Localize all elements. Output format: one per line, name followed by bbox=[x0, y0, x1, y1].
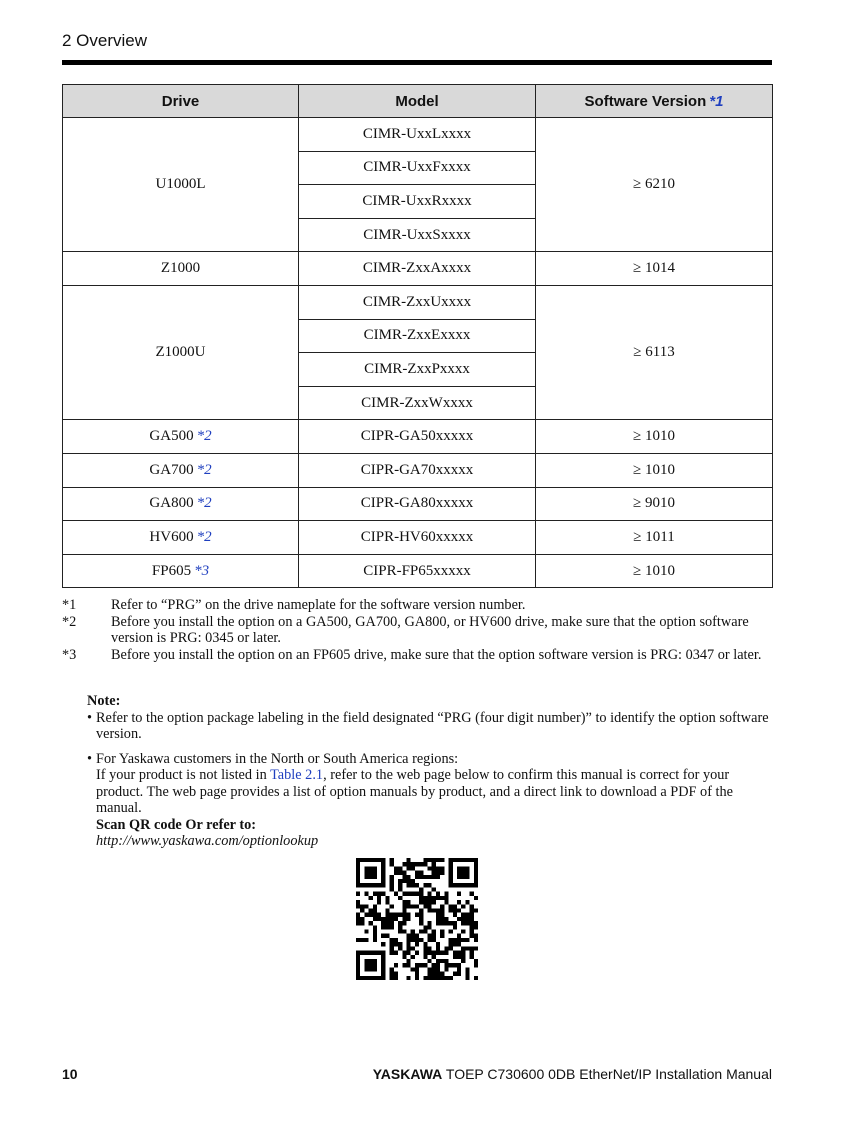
software-version-cell: ≥ 1010 bbox=[536, 420, 773, 454]
drive-name: HV600 bbox=[149, 528, 194, 545]
software-version-cell: ≥ 1010 bbox=[536, 453, 773, 487]
footnote-mark: *3 bbox=[62, 646, 77, 663]
qr-modules bbox=[356, 858, 478, 980]
table-row bbox=[63, 420, 773, 454]
footnote-text: Before you install the option on a GA500, GA700, GA800, or HV600 drive, make sure that the option software version is PRG: 0345 or later. bbox=[111, 613, 749, 646]
header-software-label: Software Version bbox=[584, 92, 707, 110]
page-number: 10 bbox=[62, 1066, 78, 1082]
note-body-pre: If your product is not listed in bbox=[96, 767, 271, 783]
table-row bbox=[63, 554, 773, 588]
manual-title: TOEP C730600 0DB EtherNet/IP Installation Manual bbox=[445, 1066, 772, 1082]
footnote-ref[interactable]: *2 bbox=[196, 528, 212, 545]
drive-name: Z1000U bbox=[155, 344, 206, 361]
footnote-ref[interactable]: *2 bbox=[196, 428, 212, 445]
model-cell: CIPR-FP65xxxxx bbox=[299, 554, 536, 588]
software-version-cell: ≥ 6210 bbox=[536, 118, 773, 252]
drive-cell bbox=[63, 285, 299, 419]
footnote-ref[interactable]: *2 bbox=[196, 461, 212, 478]
drive-cell bbox=[63, 252, 299, 286]
model-cell: CIMR-ZxxWxxxx bbox=[299, 386, 536, 420]
drive-cell bbox=[63, 453, 299, 487]
model-cell: CIMR-UxxLxxxx bbox=[299, 118, 536, 152]
footnote-2 bbox=[62, 614, 774, 647]
drive-cell bbox=[63, 118, 299, 252]
model-cell: CIMR-UxxFxxxx bbox=[299, 151, 536, 185]
note-bullet-2-body bbox=[96, 767, 775, 817]
model-cell: CIPR-GA80xxxxx bbox=[299, 487, 536, 521]
model-cell: CIMR-UxxRxxxx bbox=[299, 185, 536, 219]
software-version-cell: ≥ 1014 bbox=[536, 252, 773, 286]
footnote-mark: *1 bbox=[62, 597, 77, 613]
note-block bbox=[87, 693, 775, 850]
footnote-text: Refer to “PRG” on the drive nameplate for the software version number. bbox=[111, 597, 526, 613]
footnote-text: Before you install the option on an FP605 drive, make sure that the option software version is PRG: 0347 or later. bbox=[111, 646, 762, 663]
note-bullet-2-line1: For Yaskawa customers in the North or South America regions: bbox=[96, 750, 459, 767]
footnote-mark: *2 bbox=[62, 613, 77, 630]
note-bullet-2 bbox=[87, 751, 775, 850]
drive-cell bbox=[63, 487, 299, 521]
note-title: Note: bbox=[87, 693, 121, 709]
software-version-cell: ≥ 6113 bbox=[536, 285, 773, 419]
model-cell: CIPR-GA70xxxxx bbox=[299, 453, 536, 487]
compatibility-table bbox=[62, 84, 773, 588]
bullet-icon: • bbox=[87, 709, 93, 726]
header-rule bbox=[62, 60, 772, 65]
model-cell: CIMR-UxxSxxxx bbox=[299, 218, 536, 252]
note-bullet-text: Refer to the option package labeling in the field designated “PRG (four digit number)” to identify the option software version. bbox=[96, 709, 769, 742]
note-bullet-1 bbox=[87, 710, 775, 743]
header-model: Model bbox=[299, 85, 536, 118]
drive-name: Z1000 bbox=[160, 260, 201, 277]
table-row bbox=[63, 285, 773, 319]
drive-name: GA700 bbox=[149, 461, 194, 478]
section-title: 2 Overview bbox=[62, 31, 148, 50]
table-body bbox=[63, 118, 773, 588]
header-software-version bbox=[536, 85, 773, 118]
model-cell: CIPR-HV60xxxxx bbox=[299, 521, 536, 555]
table-row bbox=[63, 453, 773, 487]
footnote-ref-1[interactable]: *1 bbox=[709, 92, 724, 110]
table-row bbox=[63, 118, 773, 152]
table-2-1-link[interactable]: Table 2.1 bbox=[270, 767, 324, 783]
footnote-1 bbox=[62, 597, 774, 614]
drive-name: GA800 bbox=[149, 495, 194, 512]
table-row bbox=[63, 487, 773, 521]
footnote-3 bbox=[62, 647, 774, 664]
footnotes bbox=[62, 597, 774, 663]
option-lookup-url[interactable]: http://www.yaskawa.com/optionlookup bbox=[96, 833, 319, 849]
software-version-cell: ≥ 1011 bbox=[536, 521, 773, 555]
drive-cell bbox=[63, 420, 299, 454]
table-header-row bbox=[63, 85, 773, 118]
drive-name: GA500 bbox=[149, 428, 194, 445]
brand-name: YASKAWA bbox=[372, 1066, 443, 1082]
model-cell: CIMR-ZxxExxxx bbox=[299, 319, 536, 353]
drive-cell bbox=[63, 554, 299, 588]
model-cell: CIPR-GA50xxxxx bbox=[299, 420, 536, 454]
bullet-icon: • bbox=[87, 750, 93, 767]
qr-code-icon[interactable] bbox=[356, 858, 478, 980]
footer-manual-title bbox=[373, 1066, 772, 1082]
model-cell: CIMR-ZxxAxxxx bbox=[299, 252, 536, 286]
footnote-ref[interactable]: *3 bbox=[194, 562, 210, 579]
software-version-cell: ≥ 9010 bbox=[536, 487, 773, 521]
model-cell: CIMR-ZxxUxxxx bbox=[299, 285, 536, 319]
note-body-post: , refer to the web page below to confirm this manual is correct for your product. The web page provides a list of option manuals by product, and a direct link to download a PDF of the manual. bbox=[96, 767, 734, 816]
drive-name: U1000L bbox=[155, 176, 206, 193]
drive-name: FP605 bbox=[151, 562, 192, 579]
table-row bbox=[63, 521, 773, 555]
model-cell: CIMR-ZxxPxxxx bbox=[299, 353, 536, 387]
qr-label: Scan QR code Or refer to: bbox=[96, 816, 257, 833]
header-drive: Drive bbox=[63, 85, 299, 118]
drive-cell bbox=[63, 521, 299, 555]
software-version-cell: ≥ 1010 bbox=[536, 554, 773, 588]
footnote-ref[interactable]: *2 bbox=[196, 495, 212, 512]
table-row bbox=[63, 252, 773, 286]
